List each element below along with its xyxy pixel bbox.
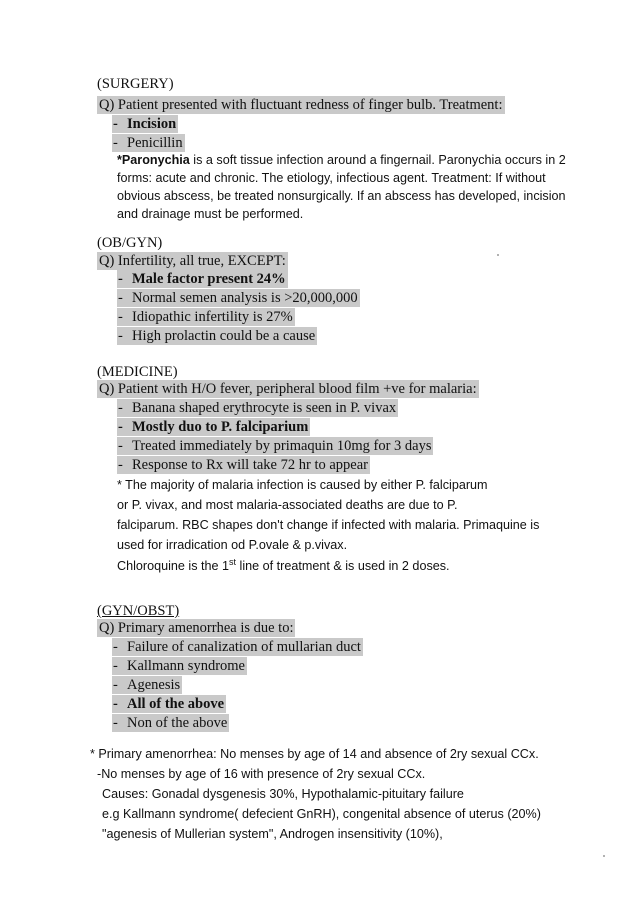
section-heading: (SURGERY) [97, 76, 174, 92]
option-label: Response to Rx will take 72 hr to appear [132, 457, 368, 473]
explanation-line: used for irradication od P.ovale & p.vivax. [117, 538, 348, 552]
answer-option [117, 289, 360, 307]
option-label: Agenesis [127, 677, 181, 693]
option-label: Treated immediately by primaquin 10mg for 3 days [132, 438, 432, 454]
explanation-line: forms: acute and chronic. The etiology, infectious agent. Treatment: If without [117, 171, 546, 185]
section-heading: (OB/GYN) [97, 235, 163, 251]
section-heading: (GYN/OBST) [97, 603, 180, 619]
explanation-line: falciparum. RBC shapes don't change if infected with malaria. Primaquine is [117, 518, 540, 532]
note-text: Chloroquine is the 1 [117, 559, 230, 573]
explanation-line: e.g Kallmann syndrome( defecient GnRH), congenital absence of uterus (20%) [102, 807, 541, 821]
note-text: line of treatment & is used in 2 doses. [236, 559, 450, 573]
option-dash: - [118, 419, 123, 435]
explanation-line: and drainage must be performed. [117, 207, 304, 221]
option-dash: - [118, 290, 123, 306]
answer-option [112, 676, 182, 694]
note-text: is a soft tissue infection around a fingernail. Paronychia occurs in 2 [189, 153, 566, 167]
answer-option-correct [117, 418, 310, 436]
answer-option-correct [117, 270, 288, 288]
explanation-line: "agenesis of Mullerian system", Androgen insensitivity (10%), [102, 827, 443, 841]
answer-option [112, 657, 247, 675]
option-label: Mostly duo to P. falciparium [132, 419, 309, 435]
explanation-line: * The majority of malaria infection is caused by either P. falciparum [117, 478, 488, 492]
option-label: Incision [127, 116, 177, 132]
answer-option-correct [112, 695, 226, 713]
option-label: Normal semen analysis is >20,000,000 [132, 290, 358, 306]
option-dash: - [113, 696, 118, 712]
question-text: Q) Patient with H/O fever, peripheral blood film +ve for malaria: [99, 381, 477, 397]
option-label: Non of the above [127, 715, 228, 731]
answer-option-correct [112, 115, 178, 133]
question-text: Q) Infertility, all true, EXCEPT: [99, 253, 286, 269]
option-label: High prolactin could be a cause [132, 328, 316, 344]
option-dash: - [118, 309, 123, 325]
option-label: Failure of canalization of mullarian duct [127, 639, 361, 655]
section-heading: (MEDICINE) [97, 364, 178, 380]
option-dash: - [113, 135, 118, 151]
option-dash: - [118, 438, 123, 454]
answer-option [117, 456, 370, 474]
answer-option [112, 638, 363, 656]
explanation-line: Causes: Gonadal dysgenesis 30%, Hypothalamic-pituitary failure [102, 787, 464, 801]
explanation-line [117, 151, 566, 169]
option-label: All of the above [127, 696, 225, 712]
option-dash: - [113, 116, 118, 132]
option-label: Male factor present 24% [132, 271, 286, 287]
answer-option [117, 308, 295, 326]
option-dash: - [113, 639, 118, 655]
note-bold-lead: *Paronychia [117, 153, 190, 167]
explanation-line: or P. vivax, and most malaria-associated deaths are due to P. [117, 498, 458, 512]
option-label: Banana shaped erythrocyte is seen in P. vivax [132, 400, 397, 416]
option-label: Penicillin [127, 135, 183, 151]
explanation-line: * Primary amenorrhea: No menses by age of 14 and absence of 2ry sexual CCx. [90, 747, 539, 761]
answer-option [112, 134, 185, 152]
answer-option [117, 437, 433, 455]
explanation-line: obvious abscess, be treated nonsurgically. If an abscess has developed, incision [117, 189, 566, 203]
option-label: Kallmann syndrome [127, 658, 245, 674]
answer-option [117, 399, 398, 417]
ordinal-superscript: st [229, 557, 237, 567]
scan-speck [603, 855, 605, 857]
answer-option [112, 714, 229, 732]
option-dash: - [118, 457, 123, 473]
option-label: Idiopathic infertility is 27% [132, 309, 293, 325]
scan-speck [497, 254, 499, 256]
question-text: Q) Primary amenorrhea is due to: [99, 620, 294, 636]
option-dash: - [113, 677, 118, 693]
chloroquine-line [117, 557, 450, 575]
option-dash: - [118, 271, 123, 287]
option-dash: - [113, 715, 118, 731]
option-dash: - [118, 328, 123, 344]
question-text: Q) Patient presented with fluctuant redness of finger bulb. Treatment: [99, 97, 503, 113]
answer-option [117, 327, 317, 345]
explanation-line: -No menses by age of 16 with presence of 2ry sexual CCx. [97, 767, 426, 781]
option-dash: - [113, 658, 118, 674]
option-dash: - [118, 400, 123, 416]
